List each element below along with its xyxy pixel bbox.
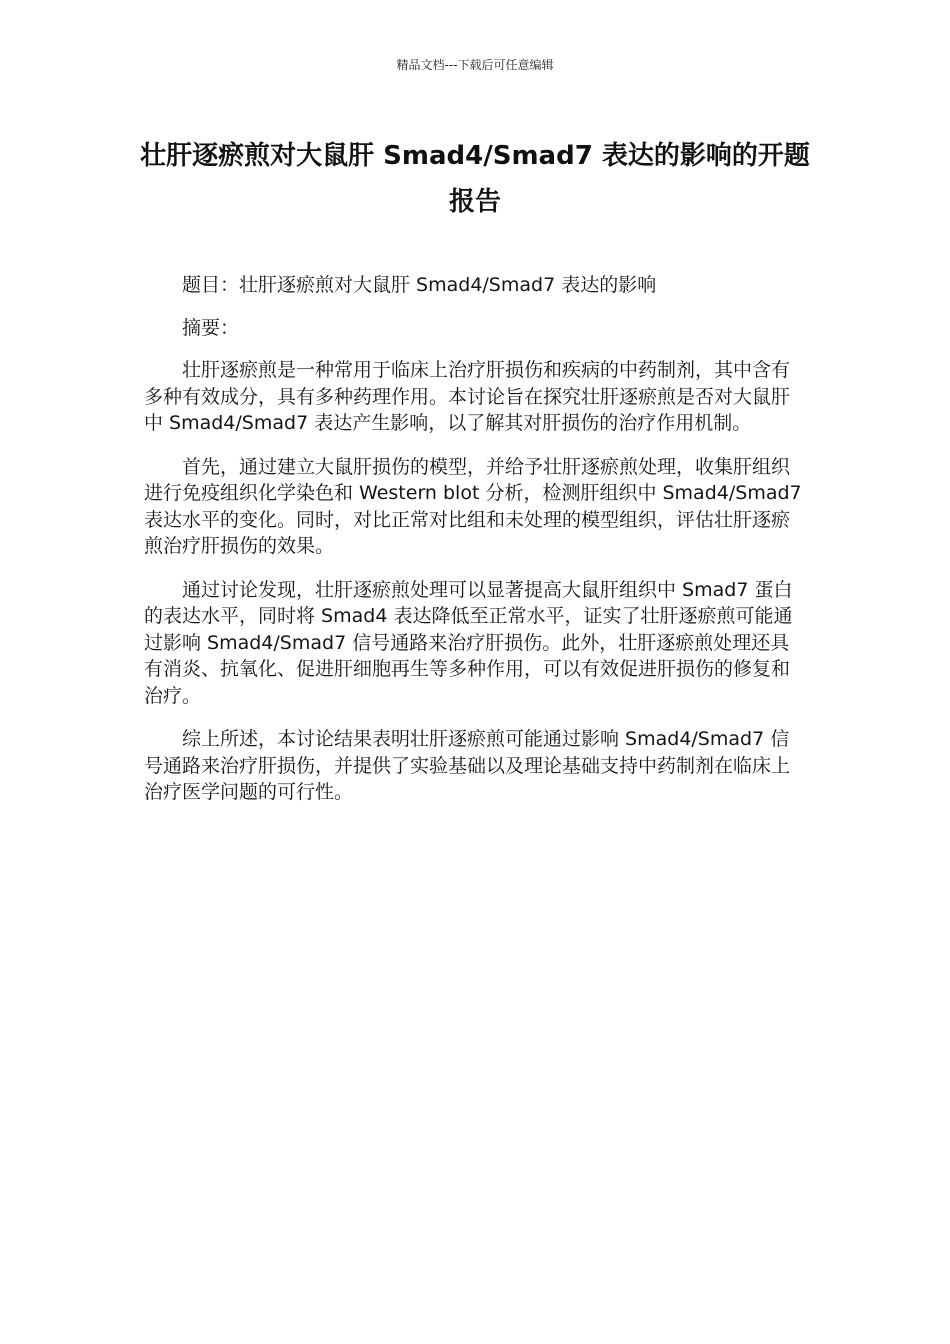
document-title: 壮肝逐瘀煎对大鼠肝 Smad4/Smad7 表达的影响的开题报告 (140, 141, 810, 217)
paragraph-2: 首先，通过建立大鼠肝损伤的模型，并给予壮肝逐瘀煎处理，收集肝组织进行免疫组织化学染色和 Western blot 分析，检测肝组织中 Smad4/Smad7 表达水平的变化。同时，对比正常对比组和未处理的模型组织，评估壮肝逐瘀煎治疗肝损伤的效果。 (144, 455, 802, 557)
paragraph-4: 综上所述，本讨论结果表明壮肝逐瘀煎可能通过影响 Smad4/Smad7 信号通路来治疗肝损伤，并提供了实验基础以及理论基础支持中药制剂在临床上治疗医学问题的可行性。 (144, 728, 791, 803)
document-body (144, 272, 806, 823)
topic-line: 题目：壮肝逐瘀煎对大鼠肝 Smad4/Smad7 表达的影响 (182, 274, 657, 296)
abstract-label: 摘要： (182, 316, 240, 339)
paragraph-1: 壮肝逐瘀煎是一种常用于临床上治疗肝损伤和疾病的中药制剂，其中含有多种有效成分，具有多种药理作用。本讨论旨在探究壮肝逐瘀煎是否对大鼠肝中 Smad4/Smad7 表达产生影响，以了解其对肝损伤的治疗作用机制。 (144, 359, 791, 434)
paragraph-3: 通过讨论发现，壮肝逐瘀煎处理可以显著提高大鼠肝组织中 Smad7 蛋白的表达水平，同时将 Smad4 表达降低至正常水平，证实了壮肝逐瘀煎可能通过影响 Smad4/Smad7 信号通路来治疗肝损伤。此外，壮肝逐瘀煎处理还具有消炎、抗氧化、促进肝细胞再生等多种作用，可以有效促进肝损伤的修复和治疗。 (144, 578, 793, 707)
header-note: 精品文档---下载后可任意编辑 (396, 58, 554, 72)
